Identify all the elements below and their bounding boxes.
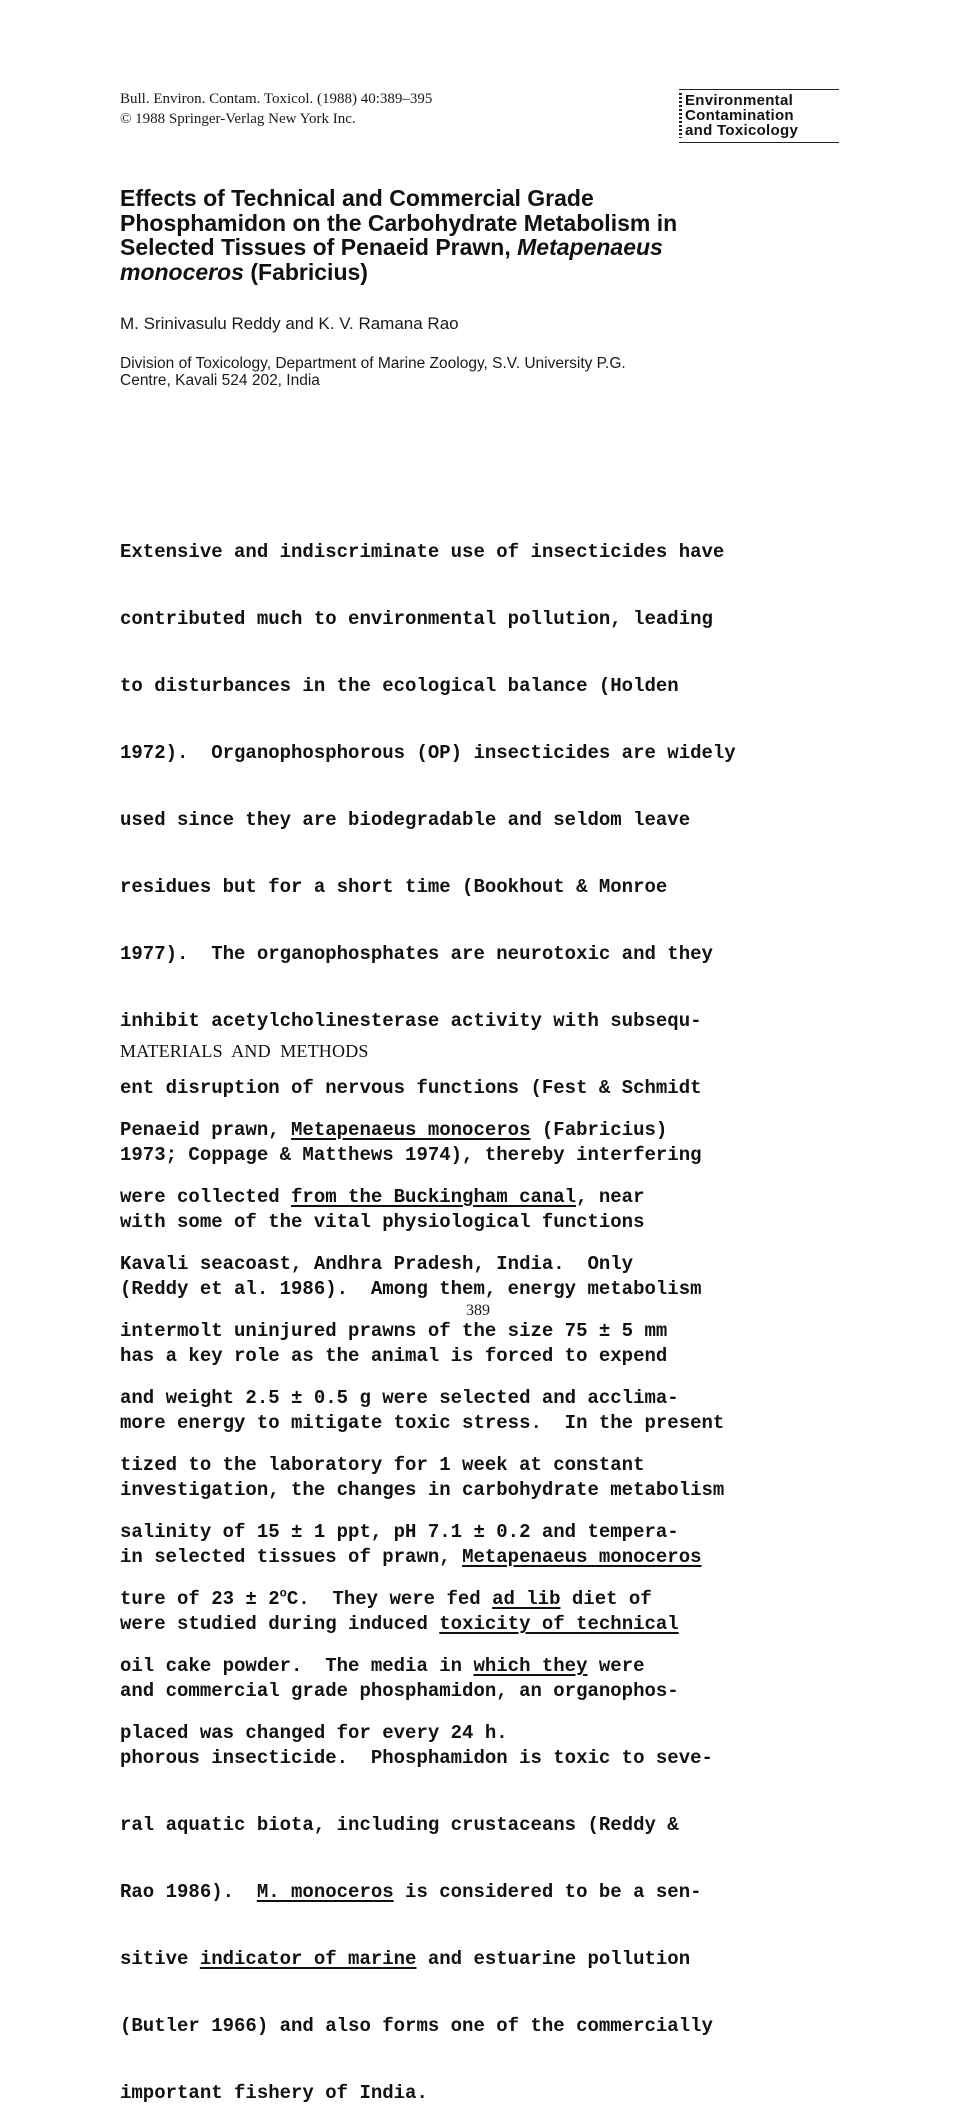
- title-line-4: monoceros (Fabricius): [120, 258, 368, 285]
- intro-line: with some of the vital physiological functions: [120, 1211, 645, 1233]
- methods-line: and weight 2.5 ± 0.5 g were selected and acclima-: [120, 1386, 679, 1409]
- intro-line: ral aquatic biota, including crustaceans (Reddy &: [120, 1814, 679, 1837]
- intro-line: were studied during induced toxicity of technical: [120, 1613, 679, 1636]
- intro-line: ent disruption of nervous functions (Fest & Schmidt: [120, 1076, 702, 1099]
- logo-line-2: Contamination: [685, 107, 794, 124]
- title-line-1: Effects of Technical and Commercial Grade: [120, 185, 594, 211]
- methods-line: ture of $23 \pm 2^oC$. They were fed ad lib diet of: [120, 1586, 652, 1610]
- degree-superscript: o: [279, 1586, 287, 1601]
- species-epithet: monoceros: [120, 258, 244, 285]
- intro-line: more energy to mitigate toxic stress. In the present: [120, 1412, 725, 1435]
- paper-title: [120, 186, 820, 284]
- citation-line-1: Bull. Environ. Contam. Toxicol. (1988) 40:389–395: [120, 91, 433, 107]
- title-line-2: Phosphamidon on the Carbohydrate Metabolism in: [120, 209, 678, 236]
- title-line-3: Selected Tissues of Penaeid Prawn, Metapenaeus: [120, 234, 663, 260]
- authors: M. Srinivasulu Reddy and K. V. Ramana Rao: [120, 314, 459, 333]
- logo-side-bar: [679, 93, 682, 138]
- section-heading-materials-methods: MATERIALS AND METHODS: [120, 1041, 369, 1061]
- intro-line: inhibit acetylcholinesterase activity with subsequ-: [120, 1009, 702, 1032]
- intro-line: used since they are biodegradable and seldom leave: [120, 808, 691, 831]
- underlined-phrase: indicator of marine: [199, 1948, 417, 1971]
- journal-logo: [679, 89, 839, 143]
- underlined-phrase: ad lib: [492, 1587, 561, 1610]
- underlined-phrase: toxicity of technical: [439, 1613, 679, 1636]
- underlined-phrase: which they: [473, 1654, 588, 1677]
- methods-line: Kavali seacoast, Andhra Pradesh, India. Only: [120, 1252, 634, 1275]
- intro-line: and commercial grade phosphamidon, an organophos-: [120, 1680, 679, 1703]
- affiliation-line-2: Centre, Kavali 524 202, India: [120, 372, 320, 389]
- species-name-underlined: M. monoceros: [256, 1881, 394, 1904]
- logo-line-3: and Toxicology: [685, 122, 799, 139]
- methods-line: salinity of 15 ± 1 ppt, pH 7.1 ± 0.2 and tempera-: [120, 1520, 679, 1543]
- methods-line: were collected from the Buckingham canal, near: [120, 1185, 645, 1208]
- methods-line: tized to the laboratory for 1 week at constant: [120, 1453, 645, 1476]
- methods-line: Penaeid prawn, Metapenaeus monoceros (Fabricius): [120, 1118, 668, 1141]
- intro-line: has a key role as the animal is forced to expend: [120, 1345, 668, 1368]
- logo-bottom-rule: [679, 142, 839, 143]
- intro-line: phorous insecticide. Phosphamidon is toxic to seve-: [120, 1747, 713, 1770]
- journal-citation: [120, 89, 432, 129]
- page-number: 389: [466, 1302, 490, 1319]
- intro-line: Rao 1986). M. monoceros is considered to be a sen-: [120, 1881, 702, 1904]
- intro-line: sitive indicator of marine and estuarine pollution: [120, 1948, 691, 1971]
- methods-line: intermolt uninjured prawns of the size 75 ± 5 mm: [120, 1319, 668, 1342]
- intro-line: (Reddy et al. 1986). Among them, energy metabolism: [120, 1278, 702, 1301]
- intro-line: residues but for a short time (Bookhout & Monroe: [120, 875, 668, 898]
- logo-top-rule: [679, 89, 839, 90]
- intro-line: investigation, the changes in carbohydrate metabolism: [120, 1479, 725, 1502]
- intro-line: in selected tissues of prawn, Metapenaeus monoceros: [120, 1546, 702, 1569]
- intro-line: 1972). Organophosphorous (OP) insecticides are widely: [120, 741, 736, 764]
- methods-line: oil cake powder. The media in which they were: [120, 1654, 645, 1677]
- methods-line: placed was changed for every 24 h.: [120, 1721, 508, 1744]
- underlined-phrase: from the Buckingham canal: [291, 1185, 577, 1208]
- species-name-underlined: Metapenaeus monoceros: [462, 1546, 702, 1569]
- affiliation: [120, 355, 626, 389]
- affiliation-line-1: Division of Toxicology, Department of Marine Zoology, S.V. University P.G.: [120, 355, 626, 372]
- intro-line: Extensive and indiscriminate use of insecticides have: [120, 540, 725, 563]
- methods-paragraph: [120, 1074, 679, 1767]
- species-genus: Metapenaeus: [517, 234, 663, 260]
- species-name-underlined: Metapenaeus monoceros: [291, 1118, 531, 1141]
- intro-line: 1977). The organophosphates are neurotoxic and they: [120, 942, 713, 965]
- intro-line: important fishery of India.: [120, 2082, 428, 2105]
- logo-line-1: Environmental: [685, 92, 794, 109]
- intro-line: contributed much to environmental pollution, leading: [120, 607, 713, 630]
- intro-line: to disturbances in the ecological balance (Holden: [120, 674, 679, 697]
- intro-line: 1973; Coppage & Matthews 1974), thereby interfering: [120, 1143, 702, 1166]
- intro-line: (Butler 1966) and also forms one of the commercially: [120, 2015, 713, 2038]
- citation-line-2: © 1988 Springer-Verlag New York Inc.: [120, 111, 356, 127]
